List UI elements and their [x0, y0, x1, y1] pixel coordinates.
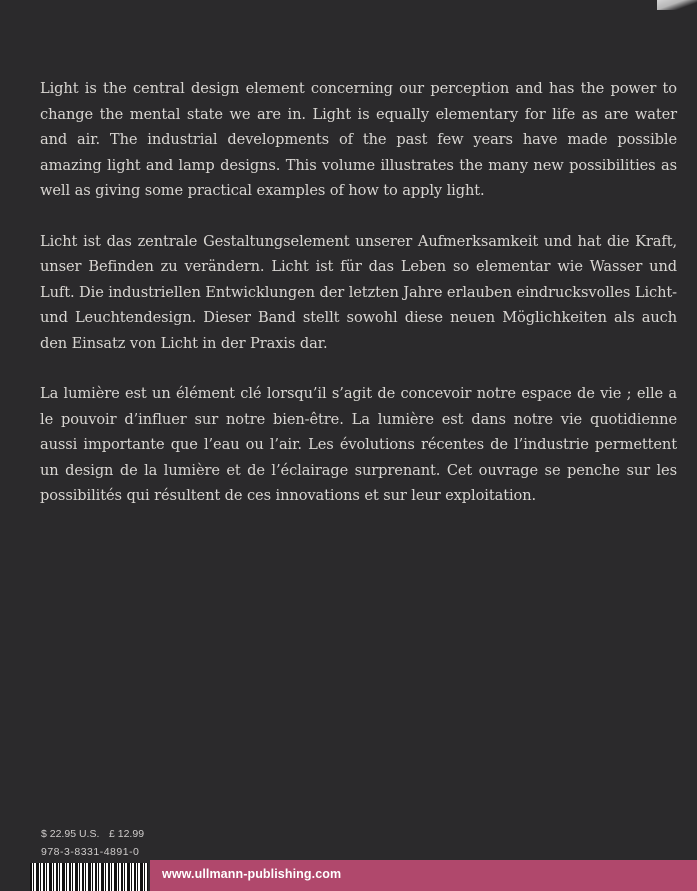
blurb-german: Licht ist das zentrale Gestaltungselement unserer Aufmerksamkeit und hat die Kraft, unser Befinden zu verändern. Licht ist für das Leben so elementar wie Wasser und Luft. Die industriellen Entwicklungen der letzten Jahre erlauben eindrucksvolles Licht- und Leuchtendesign. Dieser Band stellt sowohl diese neuen Möglichkeiten als auch den Einsatz von Licht in der Praxis dar.: [40, 232, 677, 352]
price-block: [41, 827, 144, 860]
page-corner-curl: [657, 0, 697, 10]
price-gbp: £ 12.99: [109, 828, 145, 840]
barcode-image: [30, 863, 148, 891]
isbn-number: 978-3-8331-4891-0: [41, 846, 140, 858]
blurb-french: La lumière est un élément clé lorsqu’il s’agit de concevoir notre espace de vie ; elle a le pouvoir d’influer sur notre bien-être. La lumière est dans notre vie quotidienne aussi importante que l’eau ou l’air. Les évolutions récentes de l’industrie permettent un design de la lumière et de l’éclairage surprenant. Cet ouvrage se penche sur les possibilités qui résultent de ces innovations et sur leur exploitation.: [40, 385, 677, 504]
price-usd: $ 22.95 U.S.: [41, 828, 100, 840]
price-row: [41, 827, 144, 842]
blurb-english: Light is the central design element concerning our perception and has the power to change the mental state we are in. Light is equally elementary for life as are water and air. The industrial developments of the past few years have made possible amazing light and lamp designs. This volume illustrates the many new possibilities as well as giving some practical examples of how to apply light.: [40, 80, 677, 199]
blurb-section: [40, 76, 677, 509]
publisher-url-link[interactable]: www.ullmann-publishing.com: [162, 867, 342, 881]
publisher-url-bar: [150, 860, 697, 891]
